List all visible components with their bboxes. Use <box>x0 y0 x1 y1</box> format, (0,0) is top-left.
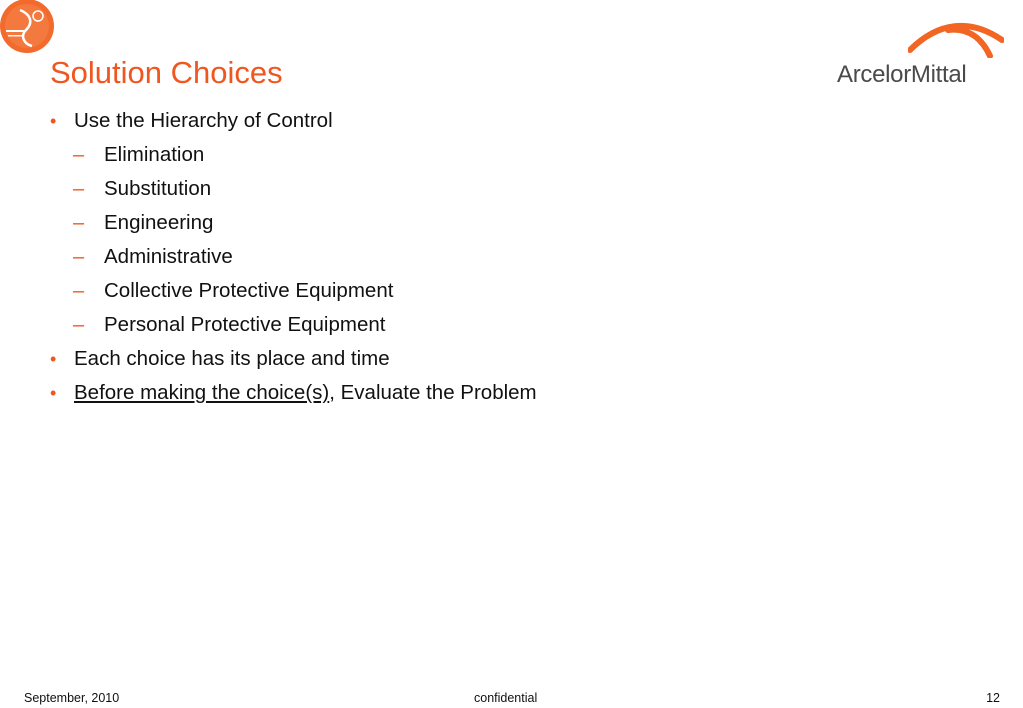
bullet-before-making-choice <box>48 376 948 410</box>
bullet-text: Use the Hierarchy of Control <box>74 109 333 132</box>
sub-bullet-personal-protective-equipment <box>48 308 948 342</box>
sub-bullet-text: Substitution <box>104 177 212 200</box>
bullet-marker: • <box>50 383 57 403</box>
underlined-text: Before making the choice(s) <box>74 381 330 404</box>
footer-date: September, 2010 <box>24 691 120 705</box>
brand-name: ArcelorMittal <box>837 61 967 88</box>
dash-marker: – <box>73 144 85 166</box>
sub-bullet-collective-protective-equipment <box>48 274 948 308</box>
bullet-text: , Evaluate the Problem <box>329 381 537 404</box>
bullet-marker: • <box>50 111 57 131</box>
dash-marker: – <box>73 280 85 302</box>
brand-logo <box>832 18 1004 94</box>
sub-bullet-elimination <box>48 138 948 172</box>
arcelormittal-arc-icon <box>908 18 1004 58</box>
dash-marker: – <box>73 314 85 336</box>
bullet-each-choice <box>48 342 948 376</box>
dash-marker: – <box>73 246 85 268</box>
bullet-marker: • <box>50 349 57 369</box>
bullet-hierarchy-of-control <box>48 104 948 138</box>
sub-bullet-engineering <box>48 206 948 240</box>
bullet-list <box>48 104 948 410</box>
sub-bullet-substitution <box>48 172 948 206</box>
slide-title: Solution Choices <box>50 55 283 90</box>
sub-bullet-text: Personal Protective Equipment <box>104 313 386 336</box>
sub-bullet-administrative <box>48 240 948 274</box>
footer-confidential: confidential <box>474 691 538 705</box>
dash-marker: – <box>73 178 85 200</box>
sub-bullet-text: Engineering <box>104 211 214 234</box>
sub-bullet-text: Administrative <box>104 245 233 268</box>
sub-bullet-text: Elimination <box>104 143 205 166</box>
page-number: 12 <box>986 691 1000 705</box>
health-safety-badge-icon <box>0 0 56 56</box>
bullet-text: Each choice has its place and time <box>74 347 390 370</box>
sub-bullet-text: Collective Protective Equipment <box>104 279 394 302</box>
dash-marker: – <box>73 212 85 234</box>
